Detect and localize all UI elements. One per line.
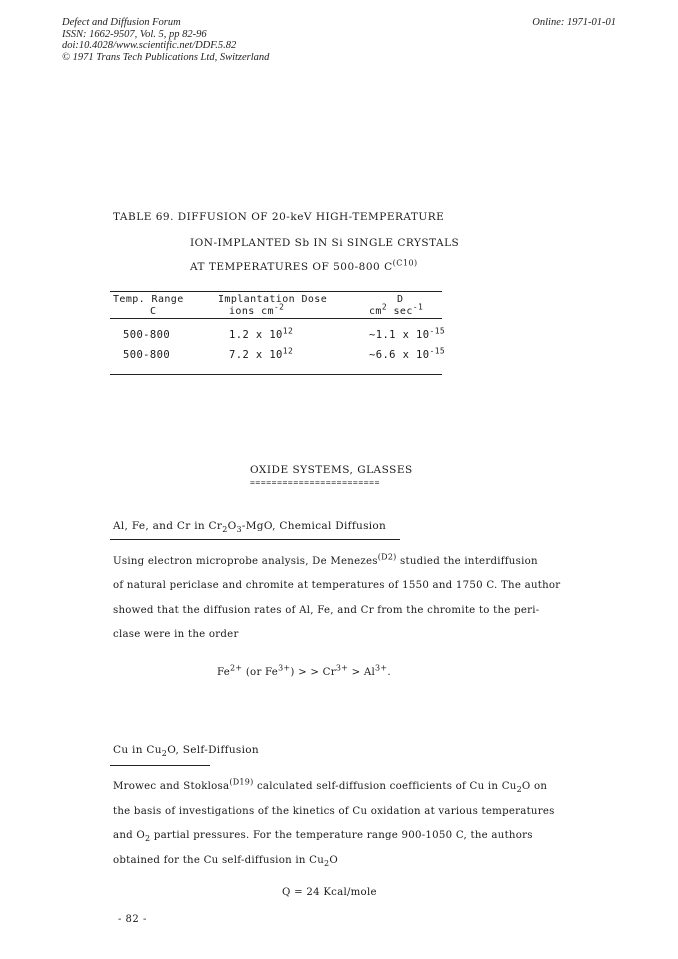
table-caption-line2: ION-IMPLANTED Sb IN Si SINGLE CRYSTALS [190,237,460,249]
subsection-2-rule [110,765,210,766]
subsection-1-title: Al, Fe, and Cr in $Cr_2O_3$-MgO, Chemical Diffusion [113,520,387,535]
section-title-underline: ======================== [250,478,380,487]
col-d-unit: $cm^2$ $\sec^{-1}$ [369,302,424,317]
table-bottom-rule [110,374,442,375]
table-header-rule [110,318,442,319]
table-caption-line3: AT TEMPERATURES OF 500-800 $C^{(C10)}$ [190,258,418,273]
col-d-header: D [397,294,404,305]
sub1-equation: $Fe^{2+}$ (or $Fe^{3+}$) > > $Cr^{3+} > Al^{3+}$. [217,663,391,678]
table-top-rule [110,291,442,292]
subsection-1-rule [110,539,400,540]
table-row-2-temp: 500-800 [123,349,171,361]
sub1-para-line3: showed that the diffusion rates of Al, Fe, and Cr from the chromite to the peri- [113,605,540,616]
online-date: Online: 1971-01-01 [532,17,616,28]
sub1-para-line1: Using electron microprobe analysis, De Menezes$^{(D2)}$ studied the interdiffusion [113,552,538,567]
table-row-2-dose: 7.2 x $10^{12}$ [229,346,294,361]
sub1-para-line2: of natural periclase and chromite at temperatures of 1550 and 1750 C. The author [113,580,561,591]
page-number: - 82 - [118,914,147,925]
table-row-1-temp: 500-800 [123,329,171,341]
sub2-para-line4: obtained for the Cu self-diffusion in $Cu_2O$ [113,855,338,869]
col-dose-header: Implantation Dose [218,294,328,305]
doi-line: doi:10.4028/www.scientific.net/DDF.5.82 [62,40,237,51]
journal-name: Defect and Diffusion Forum [62,17,181,28]
table-row-2-d: ~6.6 x $10^{-15}$ [369,346,446,361]
subsection-2-title: Cu in $Cu_2O$, Self-Diffusion [113,744,259,759]
sub2-para-line1: Mrowec and Stoklosa$^{(D19)}$ calculated self-diffusion coefficients of Cu in $Cu_2O$ on [113,777,548,795]
sub1-para-line4: clase were in the order [113,629,239,640]
col-dose-unit: ions $cm^{-2}$ [229,302,285,317]
copyright-line: © 1971 Trans Tech Publications Ltd, Switzerland [62,51,270,63]
section-title: OXIDE SYSTEMS, GLASSES [250,464,413,476]
sub2-para-line2: the basis of investigations of the kinetics of Cu oxidation at various temperatures [113,806,555,817]
col-temp-header: Temp. Range [113,294,184,305]
issn-line: ISSN: 1662-9507, Vol. 5, pp 82-96 [62,28,207,40]
table-row-1-d: ~1.1 x $10^{-15}$ [369,326,446,341]
table-row-1-dose: 1.2 x $10^{12}$ [229,326,294,341]
table-caption-line1: TABLE 69. DIFFUSION OF 20-keV HIGH-TEMPERATURE [113,211,445,223]
journal-header [62,17,269,63]
sub2-para-line3: and $O_2$ partial pressures. For the temperature range 900-1050 C, the authors [113,830,533,844]
sub2-equation: Q = 24 Kcal/mole [282,887,377,898]
col-temp-unit: C [150,306,157,317]
caption-reference: (C10) [392,258,418,268]
